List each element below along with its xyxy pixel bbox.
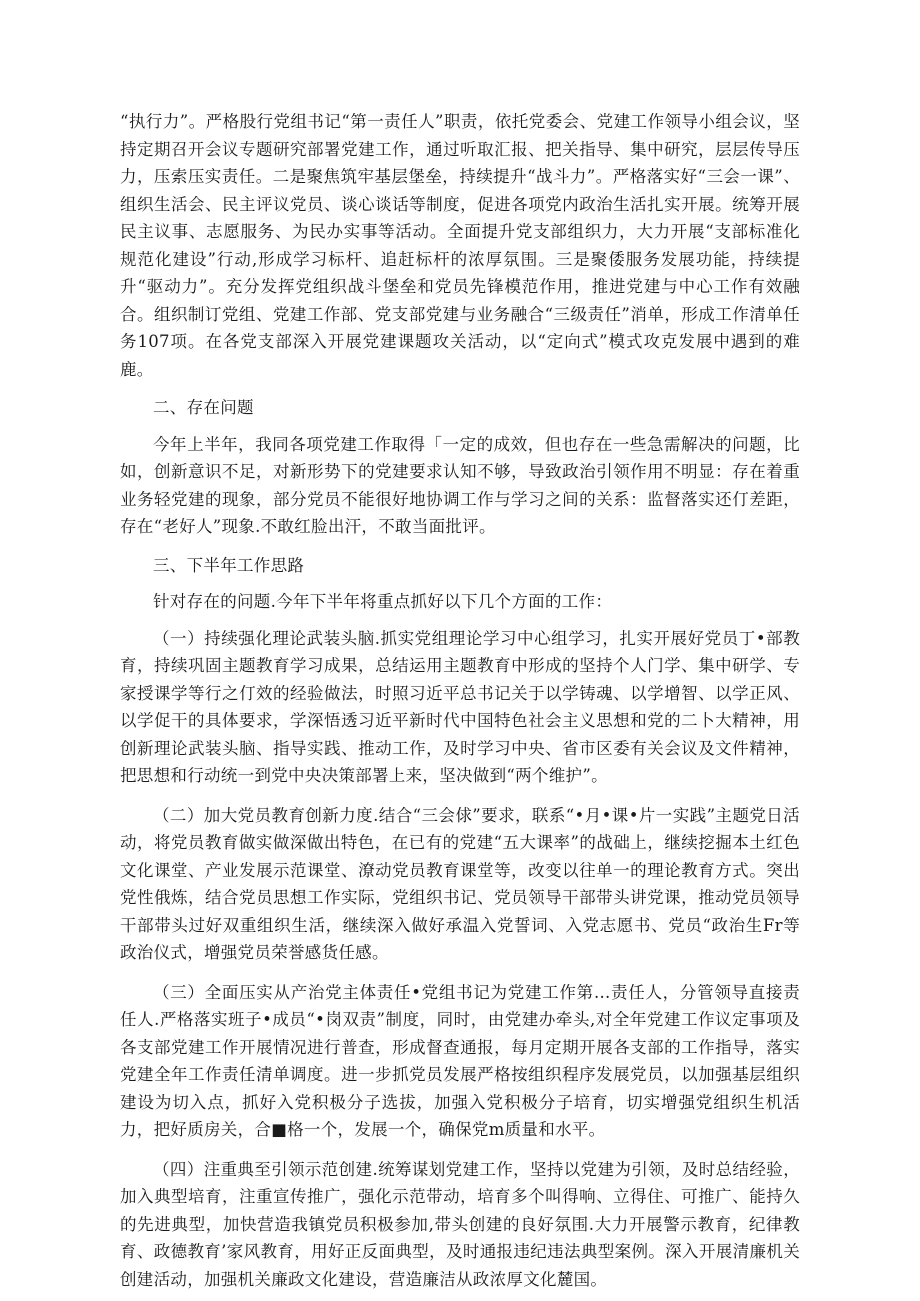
paragraph-problems: 今年上半年，我同各项党建工作取得「一定的成效，但也存在一些急需解决的问题，比如，创新意识不足，对新形势下的党建要求认知不够，导致政治引领作用不明显：存在着重业务轻党建的现象，部分党员不能很好地协调工作与学习之间的关系：监督落实还仃差距，存在“老好人”现象.不敢红脸出汗，不敢当面批评。 <box>120 434 800 536</box>
heading-existing-problems: 二、存在问题 <box>153 398 254 417</box>
paragraph-item-4: （四）注重典至引领示范创建.统筹谋划党建工作，坚持以党建为引领，及时总结经验，加入典型培育，注重宣传推广，强化示范带动，培育多个叫得响、立得住、可推广、能持久的先进典型，加快营造我镇党员积极参加,带头创建的良好氛围.大力开展警示教育，纪律教育、政德教育’家风教育，用好正反面典型，及时通报违纪违法典型案例。深入开展清廉机关创建活动，加强机关廉政文化建设，营造廉洁从政浓厚文化麓国。 <box>120 1159 800 1289</box>
paragraph-execution: “执行力”。严格股行党组书记“第一责任人”职责，依托党委会、党建工作领导小组会议，坚持定期召开会议专题研究部署党建工作，通过听取汇报、把关指导、集中研究，层层传导压力，压索压实责任。二是聚焦筑牢基层堡垒，持续提升“战斗力”。严格落实好“三会一课”、组织生活会、民主评议党员、谈心谈话等制度，促进各项党内政治生活扎实开展。统筹开展民主议事、志愿服务、为民办实事等活动。全面提升党支部组织力，大力开展“支部标准化规范化建设”行动,形成学习标杆、追赶标杆的浓厚氛围。三是聚倭服务发展功能，持续提升“驱动力”。充分发挥党组织战斗堡垒和党员先锋模范作用，推进党建与中心工作有效融合。组织制订党组、党建工作部、党支部党建与业务融合“三级责任”消单，形成工作清单任务107项。在各党支部深入开展党建课题攻关活动，以“定向式”模式攻克发展中遇到的难鹿。 <box>120 112 800 379</box>
paragraph-item-1: （一）持续强化理论武装头脑.抓实党组理论学习中心组学习，扎实开展好党员丁•部教育，持续巩固主题教育学习成果，总结运用主题教育中形成的坚持个人门学、集中研学、专家授课学等行之仃效的经验做法，时照习近平总书记关于以学铸魂、以学增智、以学正风、以学促干的具体要求，学深悟透习近平新时代中国特色社会主义思想和党的二卜大精神，用创新理论武装头脑、指导实践、推动工作，及时学习中央、省市区委有关会议及文件精神，把思想和行动统一到党中央决策部署上来，坚决做到“两个维护”。 <box>120 628 800 785</box>
paragraph-item-2: （二）加大党员教育创新力度.结合“三会俅”要求，联系“•月•课•片一实践”主题党日活动，将党员教育做实做深做出特色，在已有的党建“五大课率”的战础上，继续挖掘本土红色文化课堂、产业发展示范课堂、潦动党员教育课堂等，改变以往单一的理论教育方式。突出党性俄炼，结合党员思想工作实际，党组织书记、党员领导干部带头讲党课，推动党员领导干部带头过好双重组织生活，继续深入做好承温入党誓词、入党志愿书、党员“政治生Fr等政治仪式，增强党员荣誉感货任感。 <box>120 805 800 962</box>
document-body <box>120 108 800 1293</box>
heading-second-half-plan: 三、下半年工作思路 <box>153 555 305 575</box>
paragraph-plan-intro: 针对存在的问题.今年下半年将重点抓好以下几个方面的工作： <box>153 592 613 611</box>
paragraph-item-3: （三）全面压实从产治党主体责任•党组书记为党建工作第…责任人，分管领导直接责任人.严格落实班子•成员“•岗双责”制度，同时，由党建办牵头,对全年党建工作议定事项及各支部党建工作开展情况进行普查，形成督查通报，每月定期开展各支部的工作指导，落实党建全年工作责任清单调度。进一步抓党员发展严格按组织程序发展党员，以加强基层组织建设为切入点，抓好入党积极分子选拔，加强入党积极分子培育，切实增强党组织生机活力，把好质房关，合■格一个，发展一个，确保党m质量和水平。 <box>120 982 800 1139</box>
